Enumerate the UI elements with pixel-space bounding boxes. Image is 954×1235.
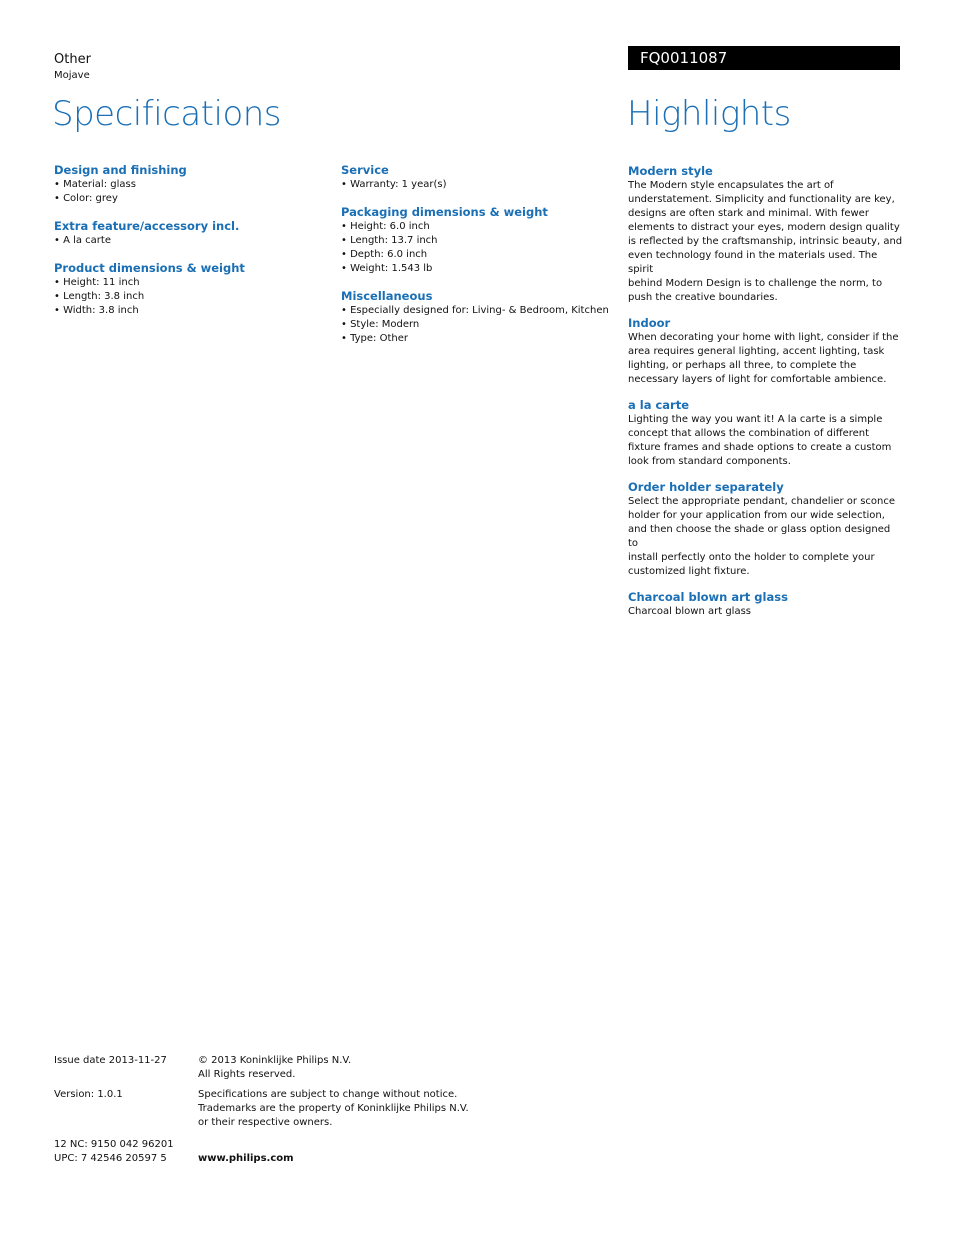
spec-item: • A la carte [54, 234, 324, 248]
highlight-charcoal-glass [628, 590, 903, 619]
highlight-title: Modern style [628, 164, 713, 178]
highlight-text: The Modern style encapsulates the art of understatement. Simplicity and functionality are key, designs are often stark and minimal. With fewer elements to distract your eyes, modern design quality is reflected by the craftsmanship, intrinsic beauty, and even technology found in the materials used. The spirit behind Modern Design is to challenge the norm, to push the creative boundaries. [628, 180, 903, 303]
highlights-title: Highlights [627, 94, 791, 134]
highlight-title: Indoor [628, 316, 671, 330]
spec-item: • Especially designed for: Living- & Bedroom, Kitchen [341, 304, 611, 318]
spec-section-title: Extra feature/accessory incl. [54, 219, 240, 233]
spec-item: • Depth: 6.0 inch [341, 248, 611, 262]
spec-item: • Width: 3.8 inch [54, 304, 324, 318]
spec-item: • Length: 3.8 inch [54, 290, 324, 304]
product-name: Mojave [54, 70, 90, 81]
highlights-column [628, 164, 903, 630]
spec-section-misc [341, 289, 611, 346]
spec-item: • Length: 13.7 inch [341, 234, 611, 248]
highlight-modern-style [628, 164, 903, 305]
spec-item: • Color: grey [54, 192, 324, 206]
spec-item: • Weight: 1.543 lb [341, 262, 611, 276]
spec-section-product-dims [54, 261, 324, 318]
spec-section-title: Packaging dimensions & weight [341, 205, 548, 219]
product-category: Other [54, 52, 91, 67]
spec-section-design [54, 163, 324, 206]
spec-section-service [341, 163, 611, 192]
spec-section-title: Service [341, 163, 389, 177]
highlight-text: Lighting the way you want it! A la carte is a simple concept that allows the combination of different fixture frames and shade options to create a custom look from standard components. [628, 414, 892, 467]
spec-section-packaging [341, 205, 611, 276]
spec-item: • Height: 11 inch [54, 276, 324, 290]
spec-section-title: Design and finishing [54, 163, 187, 177]
spec-item: • Type: Other [341, 332, 611, 346]
spec-item: • Material: glass [54, 178, 324, 192]
highlight-text: When decorating your home with light, consider if the area requires general lighting, accent lighting, task lighting, or perhaps all three, to complete the necessary layers of light for comfortable ambience. [628, 332, 899, 385]
spec-column-2 [341, 163, 611, 359]
highlight-a-la-carte [628, 398, 903, 469]
spec-column-1 [54, 163, 324, 331]
spec-section-title: Product dimensions & weight [54, 261, 245, 275]
footer-website-link[interactable]: www.philips.com [198, 1153, 294, 1164]
footer-disclaimer: Specifications are subject to change without notice. Trademarks are the property of Koninklijke Philips N.V. or their respective owners. [198, 1089, 469, 1128]
highlight-text: Select the appropriate pendant, chandelier or sconce holder for your application from our wide selection, and then choose the shade or glass option designed to install perfectly onto the holder to complete your customized light fixture. [628, 496, 896, 577]
spec-item: • Height: 6.0 inch [341, 220, 611, 234]
spec-section-title: Miscellaneous [341, 289, 433, 303]
footer-product-codes: 12 NC: 9150 042 96201 UPC: 7 42546 20597 5 [54, 1139, 174, 1164]
highlight-title: Charcoal blown art glass [628, 590, 788, 604]
highlight-indoor [628, 316, 903, 387]
highlight-text: Charcoal blown art glass [628, 606, 751, 617]
footer-copyright: © 2013 Koninklijke Philips N.V. All Rights reserved. [198, 1055, 352, 1080]
footer-version: Version: 1.0.1 [54, 1089, 123, 1100]
spec-item: • Style: Modern [341, 318, 611, 332]
highlight-title: Order holder separately [628, 480, 784, 494]
highlight-title: a la carte [628, 398, 690, 412]
spec-item: • Warranty: 1 year(s) [341, 178, 611, 192]
spec-section-extra [54, 219, 324, 248]
footer-issue-date: Issue date 2013-11-27 [54, 1055, 167, 1066]
specifications-title: Specifications [52, 94, 282, 134]
highlight-order-holder [628, 480, 903, 579]
product-code-bar: FQ0011087 [628, 46, 900, 70]
